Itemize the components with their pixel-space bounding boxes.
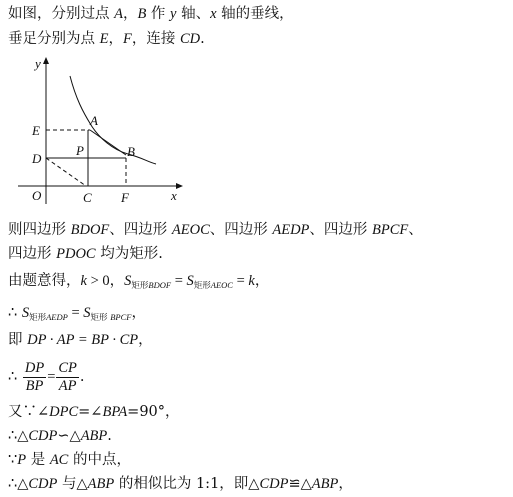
text: . (107, 428, 112, 444)
congruent-symbol: ≌△ (288, 476, 312, 492)
denominator: BP (25, 377, 44, 394)
label-a: A (90, 113, 98, 128)
therefore-symbol: ∴ (8, 369, 22, 385)
text: 垂足分别为点 (8, 31, 100, 47)
point-b: B (137, 6, 147, 22)
solution-line-2 (8, 244, 163, 264)
text: 作 (146, 6, 171, 22)
symbol-s: S (186, 273, 194, 289)
solid-lines (46, 130, 126, 186)
product-expression: DP · AP = BP · CP (27, 332, 139, 348)
solution-line-1 (8, 220, 423, 240)
text: ，连接 (131, 31, 180, 47)
solution-line-6 (8, 358, 85, 396)
solution-line-10 (8, 474, 353, 494)
solution-line-7 (8, 402, 180, 422)
segment-cd: CD (179, 31, 201, 47)
subscript (131, 281, 171, 291)
label-e: E (32, 123, 40, 138)
triangle-cdp: CDP (28, 476, 58, 492)
text: 、四边形 (209, 222, 273, 238)
equals: = (47, 369, 56, 385)
text: 、四边形 (309, 222, 373, 238)
therefore-symbol: ∴ (8, 305, 22, 321)
text: ， (138, 332, 153, 348)
text: . (200, 31, 205, 47)
text: > 0， (86, 273, 125, 289)
x-axis-arrow-icon (176, 183, 183, 189)
text: . (79, 369, 85, 385)
text: 的相似比为 1:1，即△ (114, 476, 260, 492)
label-y: y (35, 56, 41, 71)
denominator: AP (58, 377, 77, 394)
triangle-abp: ABP (311, 476, 339, 492)
quad-bpcf: BPCF (372, 222, 409, 238)
point-f: F (122, 31, 132, 47)
y-axis-symbol: y (170, 6, 177, 22)
text: ， (254, 273, 270, 289)
subscript-text: 矩形 (131, 281, 149, 291)
text: ， (338, 476, 353, 492)
text: 与△ (57, 476, 88, 492)
intro-line-1 (8, 4, 294, 24)
text: 是 (26, 452, 50, 468)
subscript-text: 矩形 (29, 313, 47, 323)
intro-line-2 (8, 29, 205, 49)
point-a: A (114, 6, 123, 22)
subscript-quad: BDOF (148, 280, 172, 290)
solution-line-9 (8, 450, 131, 470)
equals: = (232, 273, 249, 289)
solution-line-5 (8, 330, 153, 350)
segment-ac: AC (49, 452, 69, 468)
subscript-text: 矩形 (90, 313, 111, 323)
numerator: CP (58, 359, 77, 376)
triangle-abp: ABP (87, 476, 115, 492)
angle-bpa: BPA (102, 404, 128, 420)
solution-line-4 (8, 303, 146, 328)
symbol-s: S (21, 305, 30, 321)
equals: = (67, 305, 84, 321)
text: 均为矩形. (95, 246, 163, 262)
fraction-cp-ap (56, 360, 79, 395)
y-axis-arrow-icon (43, 57, 49, 64)
x-axis-symbol: x (210, 6, 217, 22)
text: ， (131, 305, 146, 321)
text: ， (122, 6, 138, 22)
subscript-quad: AEDP (46, 312, 68, 322)
label-x: x (171, 188, 177, 203)
axes (18, 57, 183, 204)
fraction-dp-bp (23, 360, 46, 395)
label-p: P (76, 143, 84, 158)
text: =90°， (127, 404, 180, 420)
label-o: O (32, 188, 42, 203)
text: 四边形 (8, 246, 57, 262)
because-symbol: ∵ (8, 452, 18, 468)
text: 的中点， (68, 452, 131, 468)
segment-ab (90, 130, 126, 155)
subscript (91, 313, 132, 323)
point-p: P (17, 452, 27, 468)
triangle-abp: ABP (80, 428, 108, 444)
solution-line-8 (8, 426, 112, 446)
similar-symbol: ∽△ (57, 428, 81, 444)
text: 、四边形 (109, 222, 172, 238)
label-f: F (121, 190, 129, 205)
quad-bdof: BDOF (70, 222, 110, 238)
subscript-quad: AEOC (210, 280, 233, 290)
text: 如图，分别过点 (8, 6, 115, 22)
subscript-quad: BPCF (110, 312, 132, 322)
text: ∴△ (8, 476, 29, 492)
symbol-s: S (124, 273, 132, 289)
label-d: D (32, 151, 42, 166)
subscript-text: 矩形 (193, 281, 211, 291)
quad-aedp: AEDP (272, 222, 310, 238)
symbol-k: k (248, 273, 255, 289)
solution-line-3 (8, 271, 269, 296)
text: 由题意得， (8, 273, 81, 289)
label-c: C (83, 190, 92, 205)
text: 即 (8, 332, 28, 348)
quad-aeoc: AEOC (171, 222, 210, 238)
geometry-figure (8, 54, 188, 214)
angle-dpc: DPC (49, 404, 79, 420)
text: ， (108, 31, 123, 47)
triangle-cdp: CDP (28, 428, 58, 444)
label-b: B (127, 144, 135, 159)
text: 轴、 (176, 6, 211, 22)
text: 轴的垂线， (216, 6, 294, 22)
text: 则四边形 (8, 222, 71, 238)
numerator: DP (24, 359, 45, 376)
subscript (29, 313, 68, 323)
text: =∠ (78, 404, 103, 420)
point-e: E (99, 31, 109, 47)
subscript (194, 281, 233, 291)
symbol-s: S (83, 305, 91, 321)
text: 又∵∠ (8, 404, 50, 420)
triangle-cdp: CDP (259, 476, 289, 492)
text: ∴△ (8, 428, 29, 444)
equals: = (171, 273, 187, 289)
quad-pdoc: PDOC (56, 246, 96, 262)
symbol-k: k (80, 273, 87, 289)
segment-dc (46, 158, 86, 186)
text: 、 (408, 222, 423, 238)
